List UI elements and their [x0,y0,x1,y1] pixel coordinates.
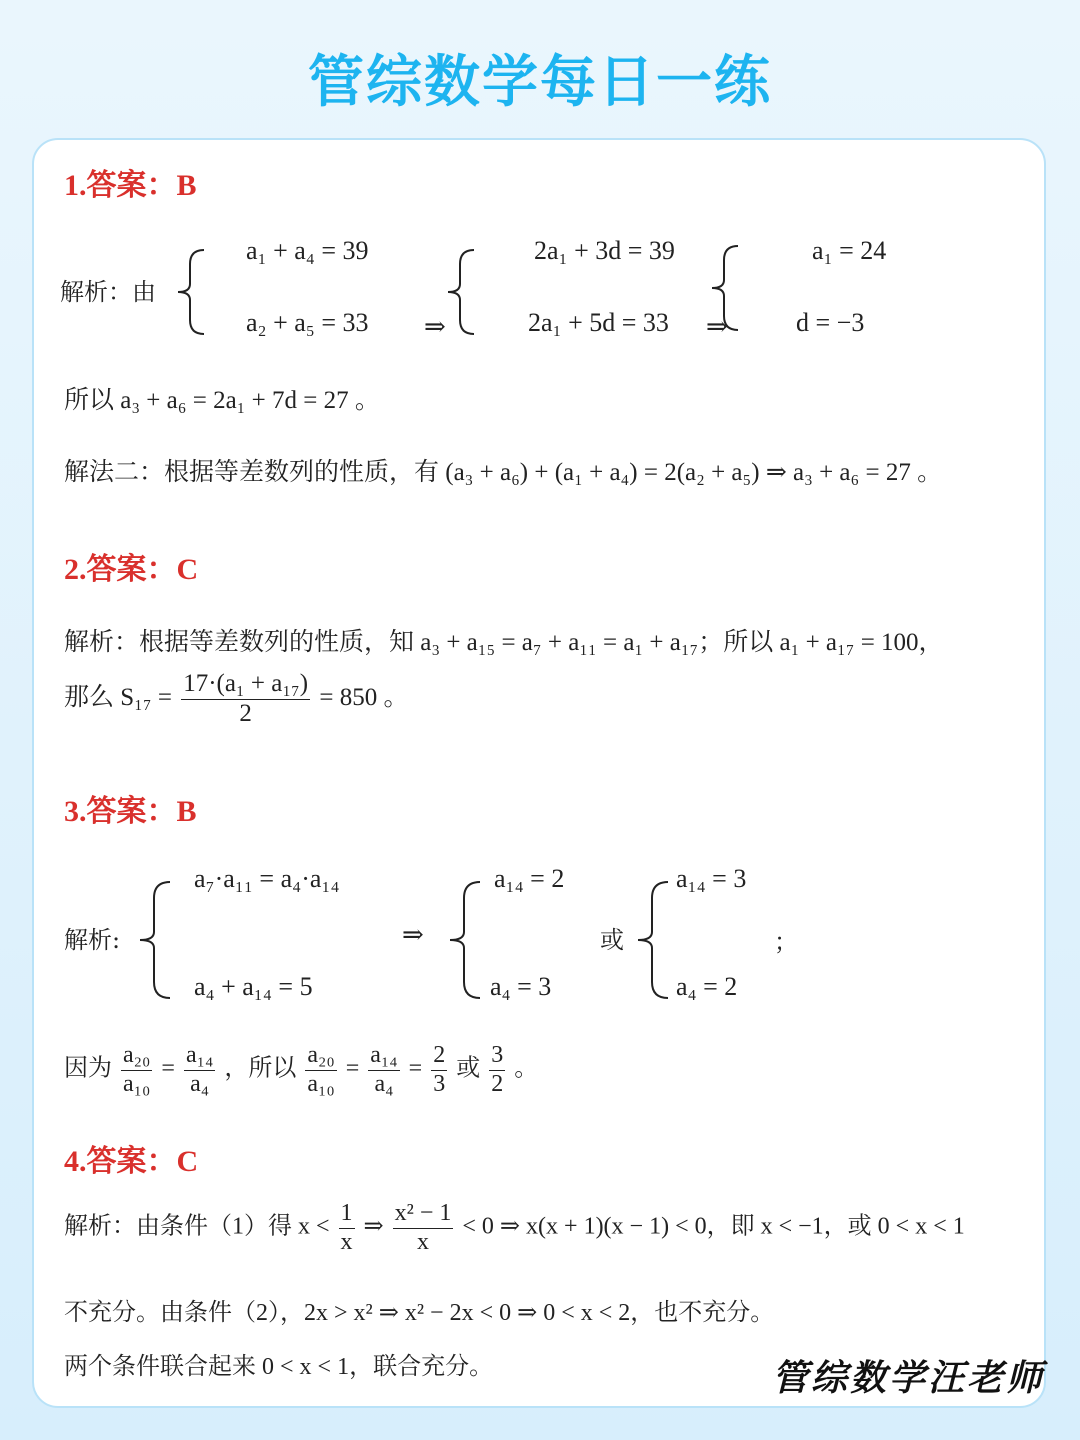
q3-brace-3 [634,880,674,1000]
q1-sys3-eq2: d = −3 [796,308,865,337]
q4-line-2: 不充分。由条件（2），2x > x² ⇒ x² − 2x < 0 ⇒ 0 < x < 2，也不充分。 [64,1300,775,1326]
q3-frac-4 [368,1042,399,1098]
q3-frac-2 [184,1042,215,1098]
q1-sys3-eq1: a₁ = 24 [812,236,887,265]
q3-frac-5-den: 3 [433,1070,446,1097]
q2-frac-den: 2 [239,699,252,727]
q3-frac-3-num: a₂₀ [305,1042,336,1071]
q3-sys3-eq2: a₄ = 2 [676,972,738,1001]
q2-frac-num: 17·(a₁ + a₁₇) [181,670,310,700]
q3-frac-6-num: 3 [489,1042,505,1071]
q3-frac-5-num: 2 [431,1042,447,1071]
q1-brace-1 [174,248,210,336]
q3-sys1-eq1: a₇·a₁₁ = a₄·a₁₄ [194,864,340,893]
q1-line-2: 解法二：根据等差数列的性质，有 (a₃ + a₆) + (a₁ + a₄) = 2(a₂ + a₅) ⇒ a₃ + a₆ = 27 。 [64,459,943,486]
answer-card [32,138,1046,1408]
q3-eq-2: = [345,1055,360,1082]
q1-arrow-2: ⇒ [706,312,728,341]
q3-frac-3 [305,1042,336,1098]
q3-frac-1-num: a₂₀ [121,1042,152,1071]
q4-frac-1-num: 1 [339,1200,355,1229]
q3-sys1-eq2: a₄ + a₁₄ = 5 [194,972,313,1001]
q4-frac-2-num: x² − 1 [393,1200,454,1229]
q2-line-1: 解析：根据等差数列的性质，知 a₃ + a₁₅ = a₇ + a₁₁ = a₁ + a₁₇；所以 a₁ + a₁₇ = 100， [64,629,944,656]
q4-frac-2-den: x [417,1228,430,1255]
watermark-signature: 管综数学汪老师 [772,1358,1046,1399]
q3-end: 。 [514,1055,539,1082]
q4-frac-1 [339,1200,355,1256]
q4-heading: 4.答案：C [64,1145,199,1178]
q1-sys2-eq1: 2a₁ + 3d = 39 [534,236,675,265]
q2-heading: 2.答案：C [64,553,199,586]
q3-ratio-line [64,1042,538,1098]
q4-line-3: 两个条件联合起来 0 < x < 1，联合充分。 [64,1354,494,1380]
q4-frac-2 [393,1200,454,1256]
q4-line-1-b: < 0 ⇒ x(x + 1)(x − 1) < 0，即 x < −1，或 0 < x < 1 [462,1213,965,1240]
q3-arrow: ⇒ [402,920,424,949]
q1-sys1-eq1: a₁ + a₄ = 39 [246,236,369,265]
q1-sys2-eq2: 2a₁ + 5d = 33 [528,308,669,337]
q3-frac-4-num: a₁₄ [368,1042,399,1071]
q3-sys2-eq1: a₁₄ = 2 [494,864,565,893]
q3-brace-2 [446,880,486,1000]
q2-line-2 [64,670,408,729]
q1-line-1: 所以 a₃ + a₆ = 2a₁ + 7d = 27 。 [64,387,380,414]
page-title: 管综数学每日一练 [308,50,772,115]
q3-frac-6 [489,1042,505,1098]
q4-line-1 [64,1200,965,1256]
q1-lead: 解析：由 [60,278,156,306]
q2-line-2-suffix: = 850 。 [319,683,409,711]
q3-brace-1 [136,880,176,1000]
q3-eq-3: = [408,1055,423,1082]
q1-sys1-eq2: a₂ + a₅ = 33 [246,308,369,337]
q4-arrow: ⇒ [363,1213,384,1240]
q3-eq-1: = [161,1055,175,1082]
q3-frac-1-den: a₁₀ [123,1070,151,1097]
q3-frac-1 [121,1042,152,1098]
q3-frac-5 [431,1042,447,1098]
q3-semicolon: ； [774,928,798,956]
q3-or: 或 [600,926,624,954]
q1-brace-3 [708,244,744,332]
q3-frac-3-den: a₁₀ [307,1070,335,1097]
q3-so: ，所以 [224,1055,297,1082]
q3-frac-2-num: a₁₄ [184,1042,215,1071]
q3-or-2: 或 [456,1055,481,1082]
q3-frac-4-den: a₄ [374,1070,394,1097]
q1-heading: 1.答案：B [64,169,197,202]
q3-frac-6-den: 2 [491,1070,504,1097]
q3-because: 因为 [64,1055,112,1082]
q3-heading: 3.答案：B [64,795,197,828]
q3-sys2-eq2: a₄ = 3 [490,972,552,1001]
q1-brace-2 [444,248,480,336]
q1-arrow-1: ⇒ [424,312,446,341]
q3-frac-2-den: a₄ [190,1070,210,1097]
q4-frac-1-den: x [340,1228,353,1255]
q2-line-2-prefix: 那么 S₁₇ = [64,683,172,711]
q3-sys3-eq1: a₁₄ = 3 [676,864,747,893]
q3-lead: 解析: [64,926,121,954]
q4-line-1-a: 解析：由条件（1）得 x < [64,1213,330,1240]
q2-fraction [181,670,310,729]
